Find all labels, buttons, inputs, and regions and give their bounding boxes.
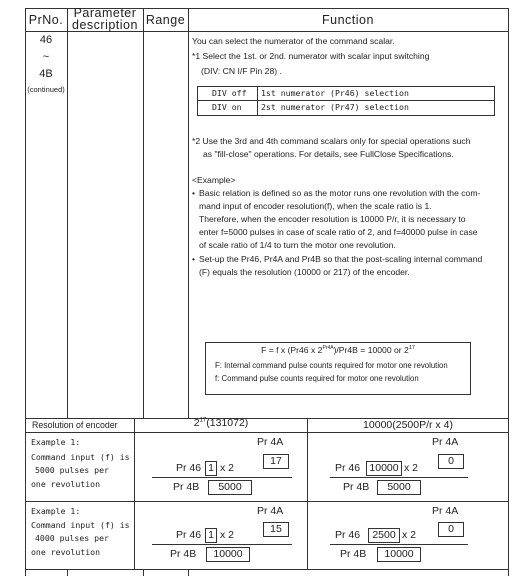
ex2a-pr4a-value: 15	[263, 522, 289, 537]
prno-top: 46	[39, 34, 53, 46]
div-table-col-rule	[257, 86, 258, 115]
div-on-state: DIV on	[212, 102, 242, 112]
ex1a-pr4b-value: 5000	[208, 480, 252, 495]
ex2b-pr46-value: 2500	[368, 528, 400, 543]
ex2a-pr4a-label: Pr 4A	[257, 505, 284, 517]
ex2b-pr4b-label: Pr 4B	[340, 548, 367, 560]
restable-header-resolution: Resolution of encoder	[32, 420, 118, 430]
ex1b-pr4b-value: 5000	[377, 480, 421, 495]
formula-f-def: f: Command pulse counts required for motor one revolution	[215, 374, 419, 383]
ex1b-pr46-value: 10000	[366, 461, 402, 476]
ex1b-fraction-bar	[330, 477, 468, 478]
restable-header-2-17: $2^{17}(131072)$	[193, 417, 249, 429]
example1-label-3: 5000 pulses per	[35, 465, 109, 475]
formula-main: F = f x (Pr46 x $2^{Pr4A})/Pr4B = 10000$ or $2^{17}$	[261, 345, 415, 355]
ex2b-pr46-label: Pr 46	[335, 529, 361, 541]
header-param-desc-2: description	[72, 18, 138, 32]
ex2b-pr4a-value: 0	[438, 522, 464, 537]
example-line-5: of scale ratio of 1/4 to turn the motor one revolution.	[199, 240, 396, 250]
example-line-2: mand input of encoder resolution(f), when the scale ratio is 1.	[199, 201, 432, 211]
ex1a-x2: x 2	[220, 462, 235, 474]
ex1b-pr4a-label: Pr 4A	[432, 436, 459, 448]
bullet-2: •	[192, 254, 196, 264]
restable-header-10000: 10000(2500P/r x 4)	[363, 419, 453, 431]
note2-line1: *2 Use the 3rd and 4th command scalars only for special operations such	[192, 136, 471, 146]
col-divider-3-lower	[188, 569, 189, 576]
col-divider-2-lower	[143, 569, 144, 576]
ex1a-fraction-bar	[152, 477, 292, 478]
ex2a-pr46-value: 1	[205, 528, 217, 543]
header-function: Function	[322, 13, 374, 27]
ex1b-pr4a-value: 0	[438, 454, 464, 469]
restable-header-rule	[25, 432, 509, 433]
ex2b-pr4b-value: 10000	[377, 547, 421, 562]
col-divider-2	[143, 8, 144, 418]
example2-label-4: one revolution	[31, 547, 101, 557]
prno-continued: (continued)	[27, 85, 65, 94]
ex2b-fraction-bar	[330, 544, 468, 545]
ex2a-pr4b-label: Pr 4B	[170, 548, 197, 560]
bullet-1: •	[192, 188, 196, 198]
ex1a-pr4b-label: Pr 4B	[173, 481, 200, 493]
prno-bottom: 4B	[39, 68, 53, 80]
div-on-desc: 2st numerator (Pr47) selection	[261, 102, 409, 112]
ex2a-pr4b-value: 10000	[206, 547, 250, 562]
ex2a-fraction-bar	[152, 544, 292, 545]
restable-bottom	[25, 569, 509, 570]
note1-line1: *1 Select the 1st. or 2nd. numerator with scalar input switching	[192, 51, 430, 61]
ex1b-pr46-label: Pr 46	[335, 462, 361, 474]
ex1b-x2: x 2	[404, 462, 419, 474]
example2-label-1: Example 1:	[31, 506, 81, 516]
col-divider-1	[67, 8, 68, 418]
col-divider-1-lower	[67, 569, 68, 576]
prno-tilde: ~	[42, 51, 50, 63]
ex1a-pr46-label: Pr 46	[176, 462, 202, 474]
ex2a-pr46-label: Pr 46	[176, 529, 202, 541]
restable-row-rule	[25, 501, 509, 502]
setup-line-1: Set-up the Pr46, Pr4A and Pr4B so that the post-scaling internal command	[199, 254, 483, 264]
restable-col-1	[134, 418, 135, 569]
ex1a-pr46-value: 1	[205, 461, 217, 476]
ex1b-pr4b-label: Pr 4B	[343, 481, 370, 493]
ex2a-x2: x 2	[220, 529, 235, 541]
example-heading: <Example>	[192, 175, 236, 185]
col-divider-3	[188, 8, 189, 418]
note1-line2: (DIV: CN I/F Pin 28) .	[201, 66, 282, 76]
note2-line2: as "fill-close" operations. For details, see FullClose Specifications.	[203, 149, 454, 159]
example1-label-2: Command input (f) is	[31, 452, 130, 462]
setup-line-2: (F) equals the resolution (10000 or 217) of the encoder.	[199, 267, 410, 277]
example-line-3: Therefore, when the encoder resolution is 10000 P/r, it is necessary to	[199, 214, 466, 224]
div-off-desc: 1st numerator (Pr46) selection	[261, 88, 409, 98]
example-line-1: Basic relation is defined so as the motor runs one revolution with the com-	[199, 188, 481, 198]
header-param-desc-1: Parameter	[73, 6, 137, 20]
restable-col-2	[307, 418, 308, 569]
function-intro: You can select the numerator of the command scalar.	[192, 36, 395, 46]
ex1a-pr4a-label: Pr 4A	[257, 436, 284, 448]
ex1a-pr4a-value: 17	[263, 454, 289, 469]
example-line-4: enter f=5000 pulses in case of scale ratio of 2, and f=40000 pulse in case	[199, 227, 478, 237]
header-prno: PrNo.	[28, 13, 64, 27]
ex2b-pr4a-label: Pr 4A	[432, 505, 459, 517]
div-off-state: DIV off	[212, 88, 247, 98]
formula-F-def: F: Internal command pulse counts required for motor one revolution	[215, 361, 448, 370]
example1-label-4: one revolution	[31, 479, 101, 489]
header-range: Range	[145, 13, 186, 27]
example1-label-1: Example 1:	[31, 437, 81, 447]
ex2b-x2: x 2	[402, 529, 417, 541]
example2-label-2: Command input (f) is	[31, 520, 130, 530]
border-right	[508, 8, 509, 576]
example2-label-3: 4000 pulses per	[35, 533, 109, 543]
